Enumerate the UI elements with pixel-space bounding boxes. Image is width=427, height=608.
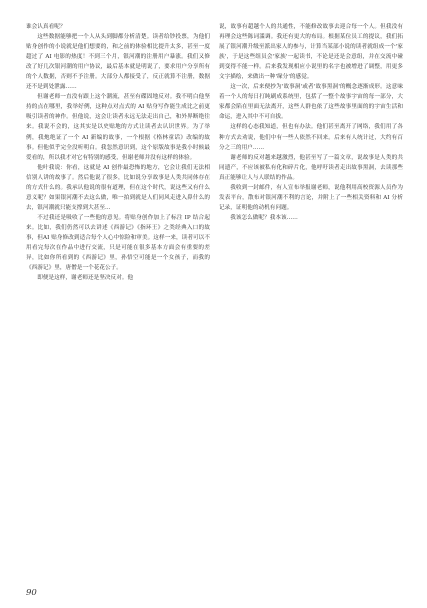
right-column: [219, 22, 403, 562]
left-column: [26, 22, 210, 562]
paragraph: 即便是这样，谢老师还是坚决反对。他: [37, 275, 134, 282]
paragraph: 说，故事有超越个人的共通性，不能修改故事去迎合每一个人。但我没有再理会这些陈词滥调。我还有更大的布局。根据某位员工的提议，我们拓展了银河潮升级至派出家人的参与，计算当某部小说的读者就组成一个'家族'，于是这些组员会'家族'一起读书，不论是还是会意组，并在交流中碰到变得不能一样。后来我发现相应小说里的名字也被增进了调整，用更多文字描绘，来做出一种'缘分'的感觉。: [219, 24, 403, 81]
paragraph: 这些数据能够把一个人从头到脚都分析清楚。读者给钞投票，为他们贴身创作的小说就是他们想要的，和之前的体验相比提升太多，甚至一度超过了 AI 电影的热度！不到三个月，银河潮的注册用户暴涨。我们又修改了好几次银河潮的用户协议，最后基本就是明说了，要求用户分享所有的个人数据，否则不予注册。大部分人都接受了，反正就算不注册，数据还不是到处泄露……: [26, 34, 210, 91]
paragraph: 我收到一封邮件，有人宣布举报谢老师，说他利用高校资源人员作为发表平台，散布对银河潮不利的言论，并附上了一些相关资料和 AI 分析记录，证明他的动机有问题。: [219, 184, 403, 211]
paragraph: 谁会认真看呢？: [26, 24, 66, 30]
paragraph: 他叶我说：你看，这就是 AI 创作最恐怖的地方，它会让我们无法相信别人讲的故事了。然后他说了很多，比如说分享故事是人类共同体存在的方式什么的。我承认他说的很有道理，但在这个时代，说这些又有什么意义呢？如果银河潮不去这么做，唯一拍到就是人们同风走进入鼻什么的去，银河潮就只能支撑到大甚至...: [26, 164, 210, 211]
paragraph: 但谢老师一直没有跟上这个潮流，甚至有碟固地反对。我不明白他坚持的点在哪里，我举好例，这种点对点式的 AI 贴身写作能生成比之前更吸引读者的神作。但他说，这会让读者永远无法走出自己，和外界断绝往来。我说不会的，这其实是以史贴地的方式让读者去认识世界。为了举例，我炮绝证了一个 AI 新编的故事，一个根据《格林童话》改编的故事。但他似乎完全没听明白。我忽然意识到，这个原版故事是我小时候最爱看的，所以我才对它有特别的感受，但谢老师并没有这样的体验。: [26, 94, 210, 161]
paragraph: 我该怎么做呢？我本该……: [230, 214, 298, 221]
page-number: 90: [26, 588, 37, 598]
paragraph: 这样的心态我知道，但也有办法。他们甚至离开了网络，我们用了各种方式去劝说，他们中有一些人依然不回来。后来有人统计过，大约有百分之三的用户……: [219, 124, 403, 151]
paragraph: 谢老师的反对越来越激烈，他甚至写了一篇文章，说故事是人类的共同遗产，不应该被私有化和碎片化，他呼吁读者走出故事黑洞，去读那些真正能够让人与人联结的作品。: [219, 154, 403, 181]
paragraph: 这一次，后来便抄为'故事洞'或者'故事黑洞'的概念逐渐成形。这意味着一个人的每日打盹刷成系统里，包括了一整个故事宇宙的每一部分，大家都会陷在里面无法离开，这些人群也依了这些故事里面的的宇宙生活和命运，进入其中不可自拔。: [219, 84, 403, 121]
paragraph: 不过我还是吸收了一些他的意见。将贴身创作加上了标注 IP 结合起来。比如，我们仍然可以去讲述《西游记》《指环王》之类经典入口的故事，但AI 贴身修改到适合每个人心中惊险和审美。这样一来，读者可以不用看完每次在作品中进行交流，只是可能在很多基本方面会有重要的差异，比如你所看到的《西游记》里，孙悟空可能是一个女孩子，而我的《西游记》里，唐僧是一个花花公子。: [26, 214, 210, 272]
